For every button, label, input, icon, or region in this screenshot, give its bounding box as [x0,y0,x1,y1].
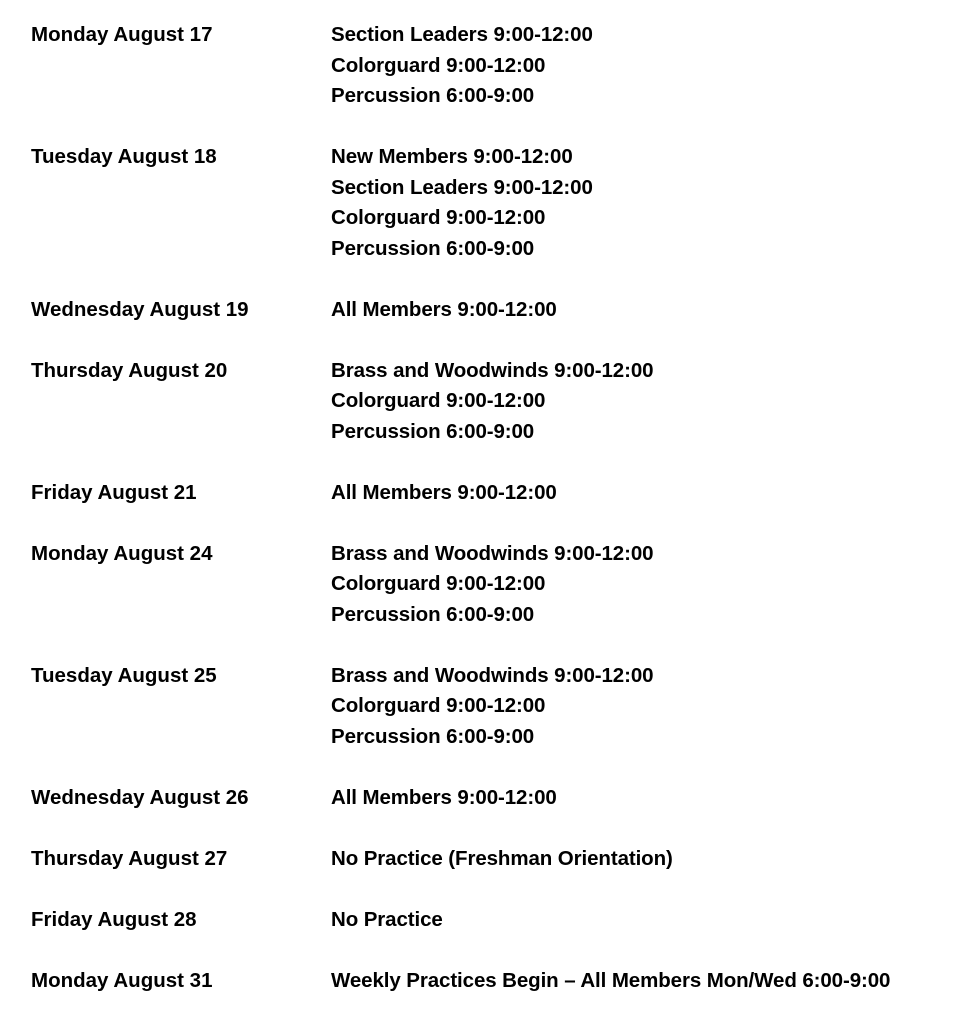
event-list [331,844,961,875]
event-line: Colorguard 9:00-12:00 [331,572,546,595]
event-line: Section Leaders 9:00-12:00 [331,23,593,46]
event-line: Colorguard 9:00-12:00 [331,53,546,77]
day-block-aug-28 [31,905,961,936]
event-list [331,661,961,753]
event-list [331,356,961,448]
day-label: Monday August 17 [31,23,213,46]
event-line: Colorguard 9:00-12:00 [331,694,546,717]
day-label: Thursday August 20 [31,358,228,382]
event-line: All Members 9:00-12:00 [331,297,557,321]
event-line: Section Leaders 9:00-12:00 [331,175,593,199]
day-label: Tuesday August 18 [31,145,217,168]
event-line: Percussion 6:00-9:00 [331,84,535,107]
day-block-aug-21 [31,478,961,509]
day-label: Tuesday August 25 [31,663,217,687]
day-block-aug-26 [31,783,961,814]
event-line: No Practice [331,907,443,931]
event-line: All Members 9:00-12:00 [331,785,557,809]
day-block-aug-25 [31,661,961,753]
event-list [331,539,961,631]
day-block-aug-31 [31,966,961,997]
day-block-aug-19 [31,295,961,326]
event-list [331,295,961,326]
event-line: New Members 9:00-12:00 [331,145,573,168]
event-line: All Members 9:00-12:00 [331,480,557,504]
event-line: Brass and Woodwinds 9:00-12:00 [331,358,654,382]
event-line: Brass and Woodwinds 9:00-12:00 [331,663,654,687]
day-block-aug-27 [31,844,961,875]
event-list [331,20,961,112]
event-list [331,478,961,509]
day-block-aug-18 [31,142,961,264]
event-list [331,783,961,814]
event-line: Weekly Practices Begin – All Members Mon/Wed 6:00-9:00 [331,968,891,992]
day-label: Wednesday August 26 [31,785,249,809]
event-list [331,905,961,936]
event-line: Percussion 6:00-9:00 [331,724,535,748]
schedule [31,20,961,996]
event-line: Brass and Woodwinds 9:00-12:00 [331,541,654,565]
event-list [331,142,961,264]
day-block-aug-24 [31,539,961,631]
day-label: Friday August 28 [31,907,197,931]
day-label: Wednesday August 19 [31,297,249,321]
event-line: Colorguard 9:00-12:00 [331,206,546,229]
day-label: Monday August 24 [31,541,213,565]
event-line: Percussion 6:00-9:00 [331,602,535,626]
day-label: Friday August 21 [31,480,197,504]
day-label: Thursday August 27 [31,846,228,870]
event-line: Colorguard 9:00-12:00 [331,389,546,412]
day-block-aug-20 [31,356,961,448]
day-block-aug-17 [31,20,961,112]
day-label: Monday August 31 [31,968,213,992]
event-line: Percussion 6:00-9:00 [331,419,535,443]
event-line: No Practice (Freshman Orientation) [331,846,673,870]
event-line: Percussion 6:00-9:00 [331,236,535,260]
event-list [331,966,961,997]
